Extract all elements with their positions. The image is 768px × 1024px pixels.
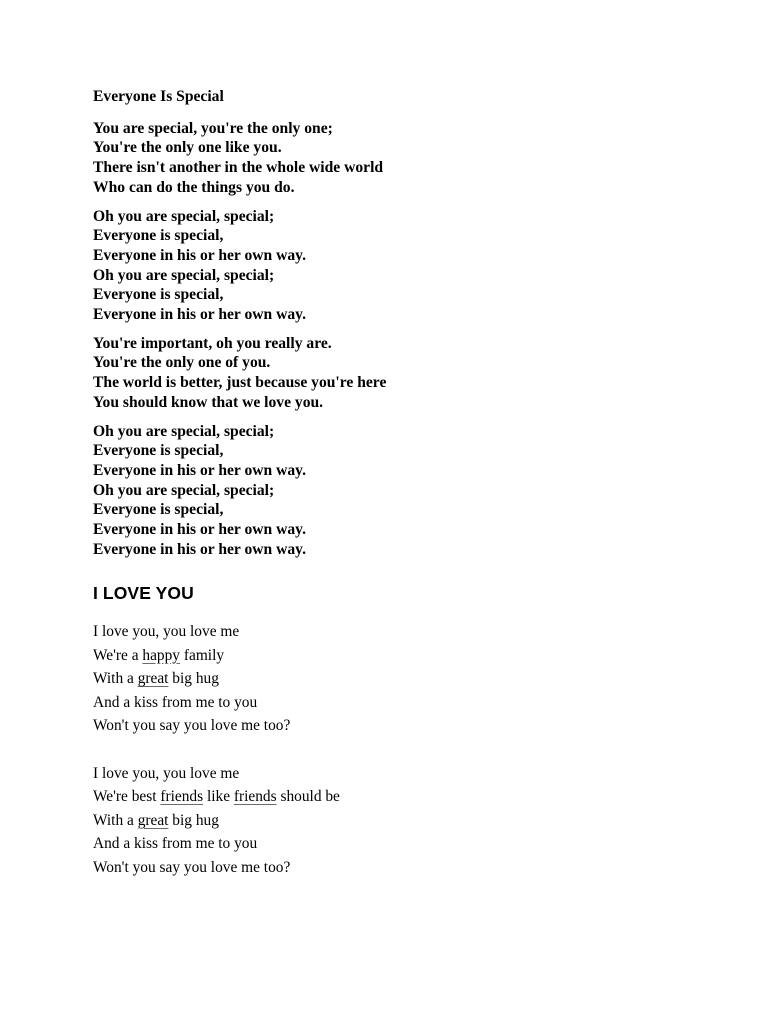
lyric-text: like [203, 788, 234, 806]
lyric-line: You are special, you're the only one; [93, 119, 333, 137]
underlined-word: happy [142, 646, 181, 664]
stanza [93, 422, 713, 560]
stanza [93, 334, 713, 413]
lyric-line [93, 620, 713, 644]
lyric-line: You're the only one like you. [93, 139, 282, 157]
stanza [93, 762, 713, 880]
underlined-word: friends [160, 788, 204, 806]
lyric-line [93, 667, 713, 691]
lyric-line: Everyone is special, [93, 501, 224, 519]
lyric-line: Oh you are special, special; [93, 266, 275, 284]
lyric-text: With a [93, 670, 138, 688]
lyric-line: Everyone is special, [93, 286, 224, 304]
underlined-word: great [137, 811, 169, 829]
underlined-word: friends [233, 788, 277, 806]
lyric-text: big hug [168, 670, 219, 688]
lyric-line [93, 691, 713, 715]
lyric-line [93, 714, 713, 738]
lyric-line: Everyone in his or her own way. [93, 461, 306, 479]
lyric-line: Everyone in his or her own way. [93, 540, 306, 558]
underlined-word: great [137, 670, 169, 688]
lyric-line: There isn't another in the whole wide world [93, 159, 384, 177]
lyric-line: Oh you are special, special; [93, 207, 275, 225]
lyric-text: should be [276, 788, 340, 806]
lyric-line [93, 762, 713, 786]
lyric-line: Oh you are special, special; [93, 422, 275, 440]
lyric-line [93, 856, 713, 880]
lyric-line [93, 785, 713, 809]
song-title: Everyone Is Special [93, 88, 224, 105]
lyric-text: big hug [168, 811, 219, 829]
lyric-text: Won't you say you love me too? [93, 717, 291, 735]
lyric-text: family [180, 646, 225, 664]
lyric-text: We're best [93, 788, 161, 806]
lyric-line: Everyone in his or her own way. [93, 306, 306, 324]
lyric-line: Oh you are special, special; [93, 481, 275, 499]
lyric-line: You should know that we love you. [93, 393, 324, 411]
stanza [93, 620, 713, 738]
song-title: I LOVE YOU [93, 583, 194, 603]
song-everyone-is-special [93, 87, 713, 568]
lyric-text: I love you, you love me [93, 764, 240, 782]
lyric-line: Everyone is special, [93, 442, 224, 460]
lyric-line: Everyone in his or her own way. [93, 521, 306, 539]
stanza [93, 207, 713, 325]
lyric-text: We're a [93, 646, 143, 664]
lyric-text: With a [93, 811, 138, 829]
lyric-text: And a kiss from me to you [93, 835, 258, 853]
lyric-text: Won't you say you love me too? [93, 858, 291, 876]
lyric-line: You're important, oh you really are. [93, 334, 332, 352]
lyric-line: Who can do the things you do. [93, 178, 295, 196]
lyric-line: Everyone in his or her own way. [93, 246, 306, 264]
lyric-line: Everyone is special, [93, 227, 224, 245]
stanza [93, 119, 713, 198]
lyric-line [93, 644, 713, 668]
lyric-text: And a kiss from me to you [93, 693, 258, 711]
song-i-love-you [93, 620, 713, 903]
lyric-line: You're the only one of you. [93, 354, 271, 372]
lyric-text: I love you, you love me [93, 623, 240, 640]
lyric-line [93, 832, 713, 856]
lyric-line [93, 809, 713, 833]
lyric-line: The world is better, just because you're here [93, 374, 387, 392]
